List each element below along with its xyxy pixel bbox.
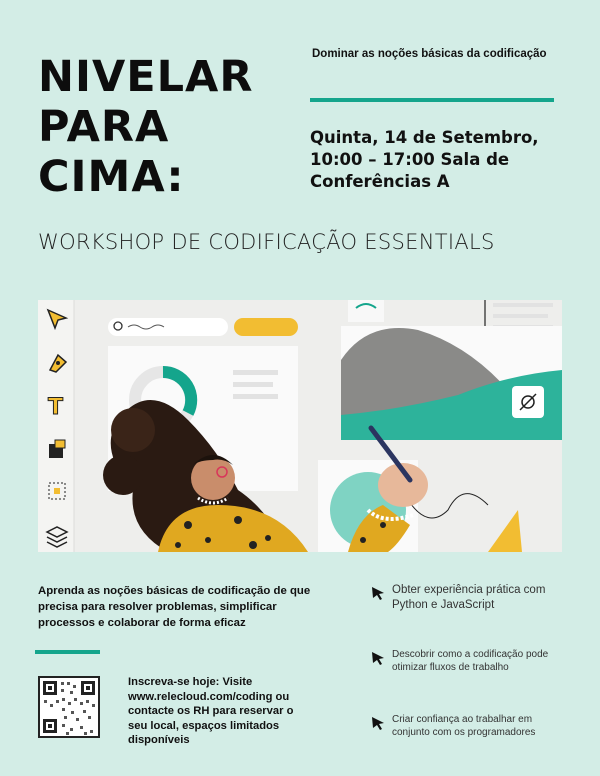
list-item-text: Obter experiência prática com Python e JavaScript <box>392 584 546 611</box>
intro-paragraph: Aprenda as noções básicas de codificação de que precisa para resolver problemas, simplificar processos e colaborar de forma eficaz <box>38 585 311 629</box>
title-line: PARA <box>38 102 170 152</box>
list-item <box>370 648 570 674</box>
tagline: Dominar as noções básicas da codificação <box>312 48 547 60</box>
event-title <box>38 52 253 202</box>
divider <box>310 98 554 102</box>
signup-text: Inscreva-se hoje: Visite www.relecloud.com/coding ou contacte os RH para reservar o seu local, espaços limitados disponíveis <box>128 676 294 746</box>
workshop-subtitle: WORKSHOP DE CODIFICAÇÃO ESSENTIALS <box>38 230 495 254</box>
list-item-text: Criar confiança ao trabalhar em conjunto com os programadores <box>392 714 536 738</box>
cursor-arrow-icon <box>370 650 386 666</box>
list-item <box>370 713 570 739</box>
qr-code-icon <box>38 676 100 738</box>
text-icon: T <box>48 395 64 420</box>
cursor-arrow-icon <box>370 585 386 601</box>
workshop-illustration <box>38 300 562 552</box>
title-line: CIMA: <box>38 152 185 202</box>
event-details: Quinta, 14 de Setembro, 10:00 – 17:00 Sala de Conferências A <box>310 128 539 191</box>
title-line: NIVELAR <box>38 52 254 102</box>
list-item <box>370 583 570 613</box>
qr-code[interactable] <box>38 676 100 738</box>
list-item-text: Descobrir como a codificação pode otimizar fluxos de trabalho <box>392 649 549 673</box>
cursor-arrow-icon <box>370 715 386 731</box>
hero-illustration <box>38 300 562 552</box>
divider <box>35 650 100 654</box>
